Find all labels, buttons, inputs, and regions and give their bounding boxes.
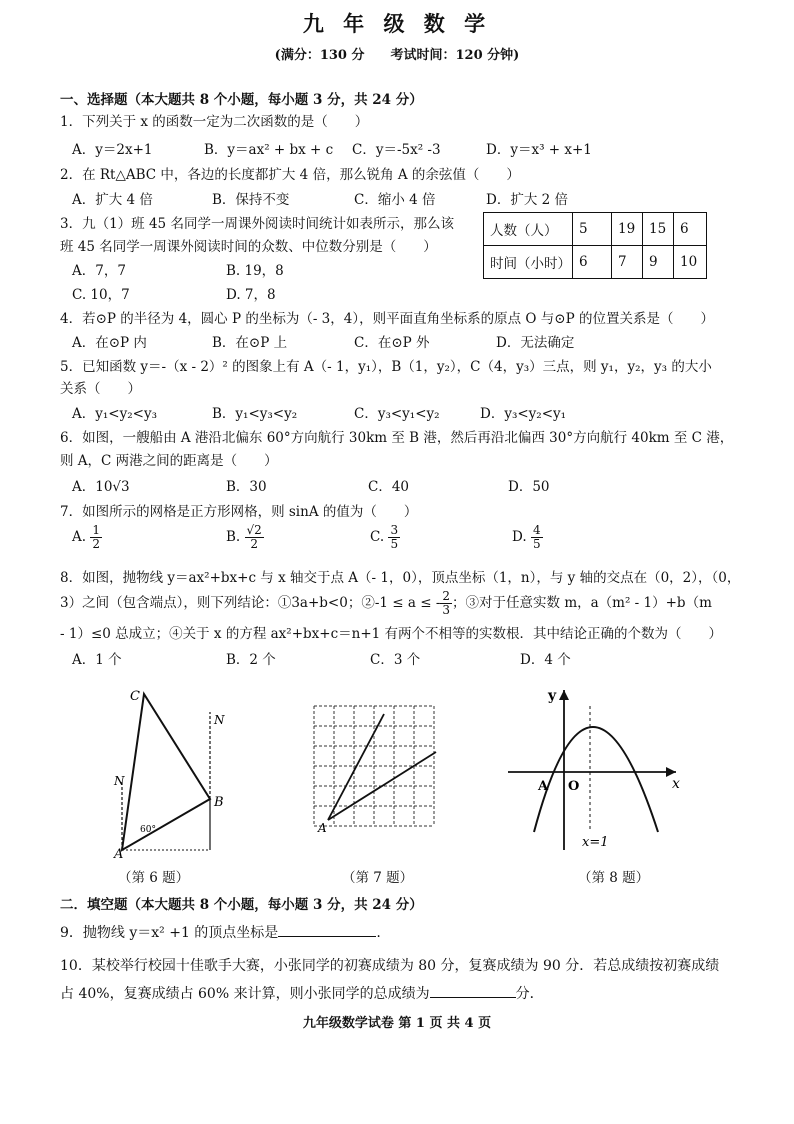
question-9: [60, 922, 381, 942]
label-n-right: N: [214, 713, 225, 727]
parabola-curve: [534, 727, 658, 832]
label-a: A: [318, 821, 327, 835]
question-7-option-d: [512, 524, 543, 551]
question-8-line2-end: ；③对于任意实数 m，a（m² - 1）+b（m: [452, 595, 712, 611]
label-a: A: [114, 847, 124, 860]
answer-blank[interactable]: [278, 936, 376, 937]
question-3-option-a: A．7，7: [72, 263, 126, 279]
denominator: 5: [390, 537, 399, 551]
figure-8-parabola-graph: [500, 682, 690, 860]
option-label: D.: [512, 529, 527, 545]
question-5-option-a: A．y₁<y₂<y₃: [72, 406, 157, 422]
label-o: O: [568, 779, 580, 794]
figure-8-caption: （第 8 题）: [578, 870, 650, 886]
table-cell: 6: [674, 213, 707, 246]
numerator: √2: [246, 523, 262, 537]
numerator: 1: [92, 523, 100, 537]
question-3-option-d: D. 7，8: [226, 287, 276, 303]
page-title: 九 年 级 数 学: [302, 11, 492, 36]
question-1-option-c: C．y＝-5x² -3: [352, 142, 441, 158]
label-y: y: [548, 688, 557, 704]
question-8-option-b: B．2 个: [226, 652, 276, 668]
question-5-option-c: C．y₃<y₁<y₂: [354, 406, 440, 422]
table-cell: 时间（小时）: [484, 246, 573, 279]
question-10-line2: [60, 983, 544, 1003]
numerator: 2: [442, 589, 451, 603]
question-1-stem: 1．下列关于 x 的函数一定为二次函数的是（ ）: [60, 114, 369, 130]
question-3-option-b: B. 19，8: [226, 263, 284, 279]
question-10-text: 占 40%，复赛成绩占 60% 来计算，则小张同学的总成绩为: [60, 986, 430, 1002]
table-cell: 6: [573, 246, 612, 279]
table-cell: 5: [573, 213, 612, 246]
question-7-stem: 7．如图所示的网格是正方形网格，则 sinA 的值为（ ）: [60, 504, 418, 520]
page-footer: 九年级数学试卷 第 1 页 共 4 页: [302, 1016, 492, 1031]
denominator: 2: [92, 537, 100, 551]
fraction: [245, 524, 264, 551]
question-9-end: .: [376, 925, 381, 941]
question-8-option-c: C．3 个: [370, 652, 421, 668]
label-a: A: [538, 779, 549, 794]
question-6-option-a: A．10√3: [72, 479, 130, 495]
question-1-option-d: D．y＝x³ + x+1: [486, 142, 592, 158]
option-label: B.: [226, 529, 241, 545]
square-grid: [314, 706, 434, 826]
question-2-option-c: C．缩小 4 倍: [354, 192, 436, 208]
question-8-line2-start: 3）之间（包含端点），则下列结论：①3a+b<0；②-1 ≤ a ≤ -: [60, 595, 441, 611]
exam-info: (满分：130 分 考试时间：120 分钟): [274, 48, 520, 63]
question-7-option-c: [370, 524, 400, 551]
figure-7-caption: （第 7 题）: [342, 870, 414, 886]
question-3-line2: 班 45 名同学一周课外阅读时间的众数、中位数分别是（ ）: [60, 239, 437, 255]
table-cell: 19: [612, 213, 643, 246]
fraction: [90, 524, 102, 551]
question-4-option-b: B．在⊙P 上: [212, 335, 288, 351]
section-heading-choice: 一、选择题（本大题共 8 个小题，每小题 3 分，共 24 分）: [60, 92, 423, 108]
question-6-option-d: D．50: [508, 479, 550, 495]
question-8-option-a: A．1 个: [72, 652, 122, 668]
reading-time-table: [483, 212, 707, 279]
question-6-option-c: C．40: [368, 479, 410, 495]
question-8-option-d: D．4 个: [520, 652, 571, 668]
question-8-line1: 8．如图，抛物线 y＝ax²+bx+c 与 x 轴交于点 A（- 1，0），顶点坐标（1，n），与 y 轴的交点在（0，2），（0，: [60, 570, 741, 586]
question-6-line2: 则 A，C 两港之间的距离是（ ）: [60, 453, 278, 469]
denominator: 5: [532, 537, 541, 551]
label-b: B: [214, 795, 224, 810]
question-2-option-d: D．扩大 2 倍: [486, 192, 568, 208]
question-4-option-a: A．在⊙P 内: [72, 335, 147, 351]
question-5-option-b: B．y₁<y₃<y₂: [212, 406, 298, 422]
denominator: 3: [442, 603, 451, 617]
question-3-option-c: C. 10，7: [72, 287, 130, 303]
question-9-text: 9．抛物线 y＝x² +1 的顶点坐标是: [60, 925, 279, 941]
symmetry-axis-label: x=1: [582, 835, 609, 850]
option-label: A.: [72, 529, 87, 545]
question-4-option-d: D．无法确定: [496, 335, 575, 351]
table-cell: 15: [643, 213, 674, 246]
table-row: [484, 246, 707, 279]
label-x: x: [672, 776, 680, 792]
triangle-abc: [122, 694, 210, 850]
question-6-option-b: B．30: [226, 479, 267, 495]
question-10-line1: 10．某校举行校园十佳歌手大赛，小张同学的初赛成绩为 80 分，复赛成绩为 90 分．若总成绩按初赛成绩: [60, 958, 720, 974]
figure-6-caption: （第 6 题）: [118, 870, 190, 886]
question-3-line1: 3．九（1）班 45 名同学一周课外阅读时间统计如表所示，那么该: [60, 216, 454, 232]
table-cell: 10: [674, 246, 707, 279]
ray-upper: [328, 714, 384, 820]
angle-label: 60°: [140, 825, 156, 835]
question-7-option-a: [72, 524, 102, 551]
question-4-stem: 4．若⊙P 的半径为 4，圆心 P 的坐标为（- 3，4），则平面直角坐标系的原点 O 与⊙P 的位置关系是（ ）: [60, 311, 714, 327]
question-5-option-d: D．y₃<y₂<y₁: [480, 406, 567, 422]
question-1-option-b: B．y＝ax² + bx + c: [204, 142, 334, 158]
question-10-end: 分．: [515, 986, 544, 1002]
question-5-line2: 关系（ ）: [60, 381, 141, 397]
question-8-line3: - 1）≤0 总成立；④关于 x 的方程 ax²+bx+c＝n+1 有两个不相等的实数根．其中结论正确的个数为（ ）: [60, 626, 723, 642]
option-label: C.: [370, 529, 385, 545]
denominator: 2: [250, 537, 258, 551]
table-row: [484, 213, 707, 246]
fraction: [388, 524, 400, 551]
figure-6-navigation-diagram: [100, 682, 250, 860]
table-cell: 7: [612, 246, 643, 279]
question-2-stem: 2．在 Rt△ABC 中，各边的长度都扩大 4 倍，那么锐角 A 的余弦值（ ）: [60, 167, 520, 183]
figure-7-grid-diagram: [308, 700, 446, 838]
numerator: 4: [532, 523, 541, 537]
table-cell: 人数（人）: [484, 213, 573, 246]
table-cell: 9: [643, 246, 674, 279]
question-6-line1: 6．如图，一艘船由 A 港沿北偏东 60°方向航行 30km 至 B 港，然后再沿北偏西 30°方向航行 40km 至 C 港，: [60, 430, 734, 446]
fraction: [440, 590, 452, 617]
question-1-option-a: A．y＝2x+1: [72, 142, 153, 158]
y-axis-arrow-icon: [559, 690, 569, 700]
answer-blank[interactable]: [430, 997, 516, 998]
question-8-line2: [60, 590, 712, 617]
question-2-option-a: A．扩大 4 倍: [72, 192, 153, 208]
label-c: C: [130, 689, 140, 704]
fraction: [531, 524, 543, 551]
question-2-option-b: B．保持不变: [212, 192, 290, 208]
question-4-option-c: C．在⊙P 外: [354, 335, 430, 351]
section-heading-fill-in: 二．填空题（本大题共 8 个小题，每小题 3 分，共 24 分）: [60, 897, 423, 913]
numerator: 3: [390, 523, 399, 537]
question-7-option-b: [226, 524, 264, 551]
label-n-left: N: [114, 774, 125, 788]
question-5-line1: 5．已知函数 y＝-（x - 2）² 的图象上有 A（- 1，y₁），B（1，y₂），C（4，y₃）三点，则 y₁，y₂，y₃ 的大小: [60, 359, 712, 375]
